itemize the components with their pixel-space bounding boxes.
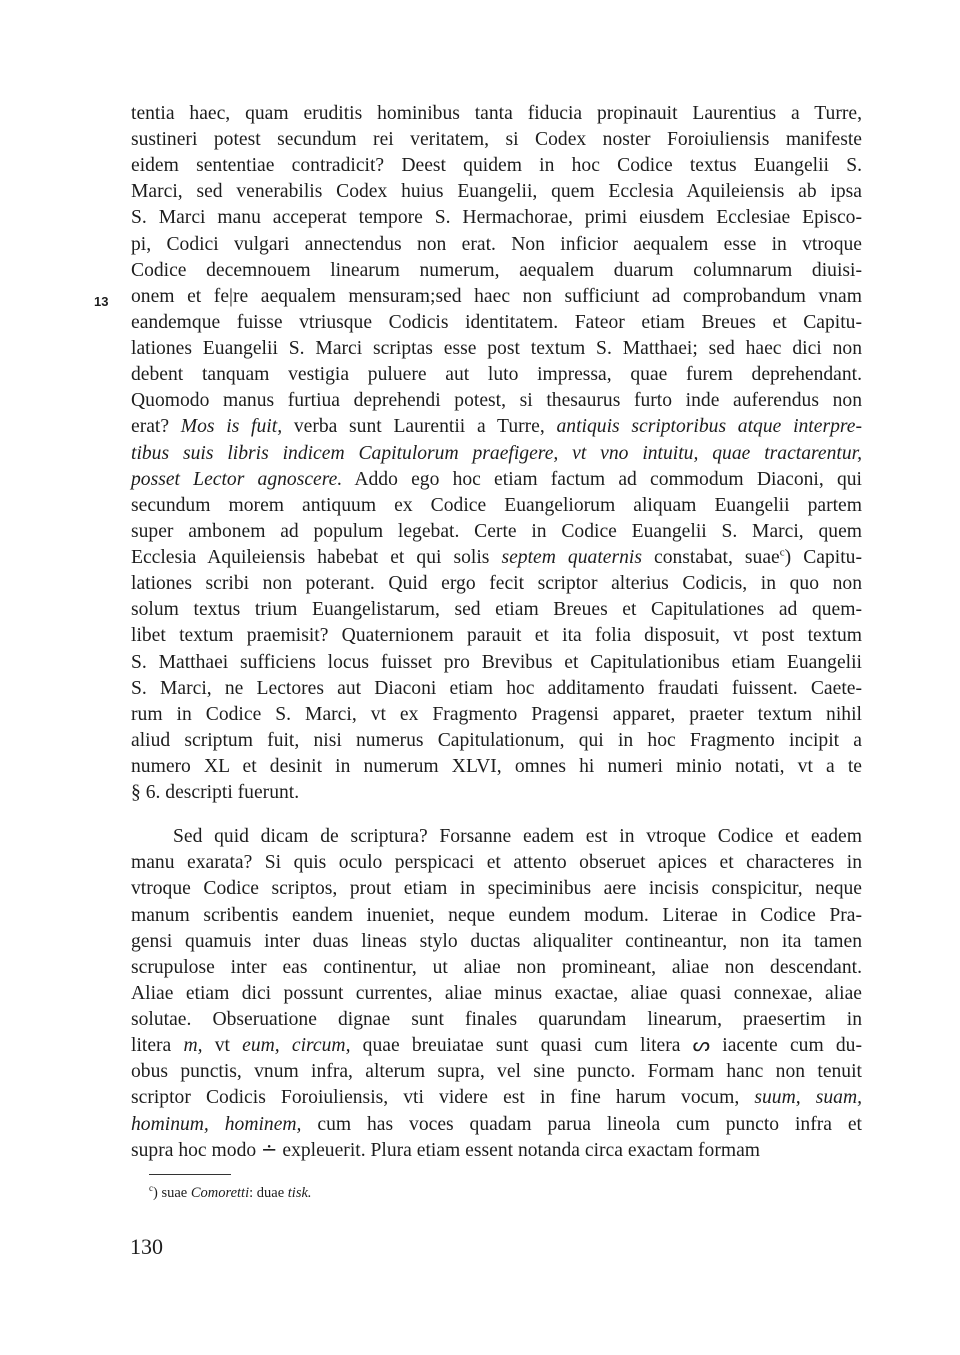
text-line [131,441,862,467]
text-segment: hominum, hominem, [131,1113,302,1135]
text-segment: ) Capitu- [784,547,862,569]
text-segment: constabat, suae [641,547,780,569]
text-line: lationes Euangelii S. Marci scriptas esse post textum S. Matthaei; sed haec dici non [131,338,862,360]
footnote-word: tisk. [287,1185,312,1201]
text-segment: litera [131,1035,184,1057]
text-line: rum in Codice S. Marci, vt ex Fragmento Pragensi apparet, praeter textum nihil [131,703,862,725]
text-segment: antiquis scriptoribus atque interpre- [556,416,862,438]
text-line [131,467,862,493]
text-line: S. Matthaei sufficiens locus fuisset pro Brevibus et Capitulationibus etiam Euangelii [131,651,862,673]
text-line: sustineri potest secundum rei veritatem, si Codex noster Foroiuliensis manifeste [131,129,862,151]
text-line: § 6. descripti fuerunt. [131,782,300,804]
text-line: eidem sententiae contradicit? Deest quidem in hoc Codice textus Euangelii S. [131,155,862,177]
footnote-text: ) suae [153,1185,191,1201]
text-segment: verba sunt Laurentii a Turre, [282,416,557,438]
text-segment: posset Lector agnoscere. [131,468,343,490]
footnote-mark: c [149,1183,153,1194]
text-segment: cum has voces quadam parua lineola cum puncto infra et [301,1113,862,1135]
text-line: gensi quamuis inter duas lineas stylo ductas aliqualiter contineantur, non ita tamen [131,930,862,952]
footnote-rest: : duae [249,1185,288,1201]
text-line [131,1112,862,1138]
text-line: Aliae etiam dici possunt currentes, aliae minus exactae, aliae quasi connexae, aliae [131,982,862,1004]
text-segment: scriptor Codicis Foroiuliensis, vti videre est in fine harum vocum, [131,1087,755,1109]
text-line: solum textus trium Euangelistarum, sed etiam Breues et Capitulationes ad quem- [131,599,862,621]
text-line: scrupulose inter eas continentur, ut aliae non promineant, aliae non descendant. [131,956,862,978]
text-line [131,1033,862,1059]
text-line: Quomodo manus furtiua deprehendi potest, si thesaurus furto inde auferendus non [131,390,862,412]
text-segment: Addo ego hoc etiam factum ad commodum Diaconi, qui [342,468,863,490]
text-segment: erat? [131,416,181,438]
text-line [131,414,862,440]
text-line: S. Marci, ne Lectores aut Diaconi etiam hoc additamento fraudati fuissent. Caete- [131,677,862,699]
text-segment: suum, suam, [754,1087,862,1109]
text-segment: quae breuiatae sunt quasi cum litera ᔕ iacente cum du- [350,1035,862,1057]
text-line: solutae. Obseruatione dignae sunt finales quarundam linearum, praesertim in [131,1009,862,1031]
text-segment: c [779,546,785,559]
text-line: pi, Codici vulgari annectendus non erat. Non inficior aequalem esse in vtroque [131,233,862,255]
text-line: Codice decemnouem linearum numerum, aequalem duarum columnarum diuisi- [131,259,862,281]
text-line: lationes scribi non poterant. Quid ergo fecit scriptor alterius Codicis, in quo non [131,573,862,595]
text-line: manu exarata? Si quis oculo perspicaci et attento obseruet apices et characteres in [131,852,862,874]
text-line [131,1085,862,1111]
text-segment: tibus suis libris indicem Capitulorum praefigere, vt vno intuitu, quae tractarentur, [131,442,862,464]
page-number: 130 [130,1234,163,1259]
footnote [149,1183,312,1203]
text-segment: eum, circum, [242,1035,351,1057]
text-line: libet textum praemisit? Quaternionem parauit et ita folia disposuit, vt post textum [131,625,862,647]
text-line: S. Marci manu acceperat tempore S. Hermachorae, primi eiusdem Ecclesiae Episco- [131,207,862,229]
text-segment: septem quaternis [501,547,642,569]
text-line: tentia haec, quam eruditis hominibus tanta fiducia propinauit Laurentius a Turre, [131,103,862,124]
text-line: onem et fe|re aequalem mensuram;sed haec non sufficiunt ad comprobandum vnam [131,285,862,307]
footnote-source: Comoretti [190,1185,250,1201]
text-line: eandemque fuisse vtriusque Codicis identitatem. Fateor etiam Breues et Capitu- [131,311,862,333]
text-line: obus punctis, vnum infra, alterum supra, vel sine puncto. Formam hanc non tenuit [131,1061,862,1083]
text-line: Sed quid dicam de scriptura? Forsanne eadem est in vtroque Codice et eadem [173,826,862,848]
text-segment: Ecclesia Aquileiensis habebat et qui solis [131,547,502,569]
text-line: secundum morem antiquum ex Codice Euangeliorum aliquam Euangelii partem [131,494,862,516]
text-line: debent tanquam vestigia puluere aut luto impressa, quae furem deprehendant. [131,364,862,386]
text-line: super ambonem ad populum legebat. Certe in Codice Euangelii S. Marci, quem [131,520,862,542]
margin-number: 13 [94,294,109,309]
text-segment: m, [183,1035,203,1057]
text-line: vtroque Codice scriptos, prout etiam in speciminibus aere incisis conspicitur, neque [131,878,862,900]
text-line [131,545,862,571]
text-segment: Mos is fuit, [180,416,283,438]
text-line: manum scribentis eandem inueniet, neque eundem modum. Literae in Codice Pra- [131,904,862,926]
text-line: Marci, sed venerabilis Codex huius Euangelii, quem Ecclesia Aquileiensis ab ipsa [131,181,862,203]
text-segment: vt [202,1035,243,1057]
text-line: numero XL et desinit in numerum XLVI, omnes hi numeri minio notati, vt a te [131,756,862,777]
footnote-rule [149,1174,231,1175]
text-line: supra hoc modo ∸ expleuerit. Plura etiam essent notanda circa exactam formam [131,1139,761,1161]
text-line: aliud scriptum fuit, nisi numerus Capitulationum, qui in hoc Fragmento incipit a [131,729,862,751]
